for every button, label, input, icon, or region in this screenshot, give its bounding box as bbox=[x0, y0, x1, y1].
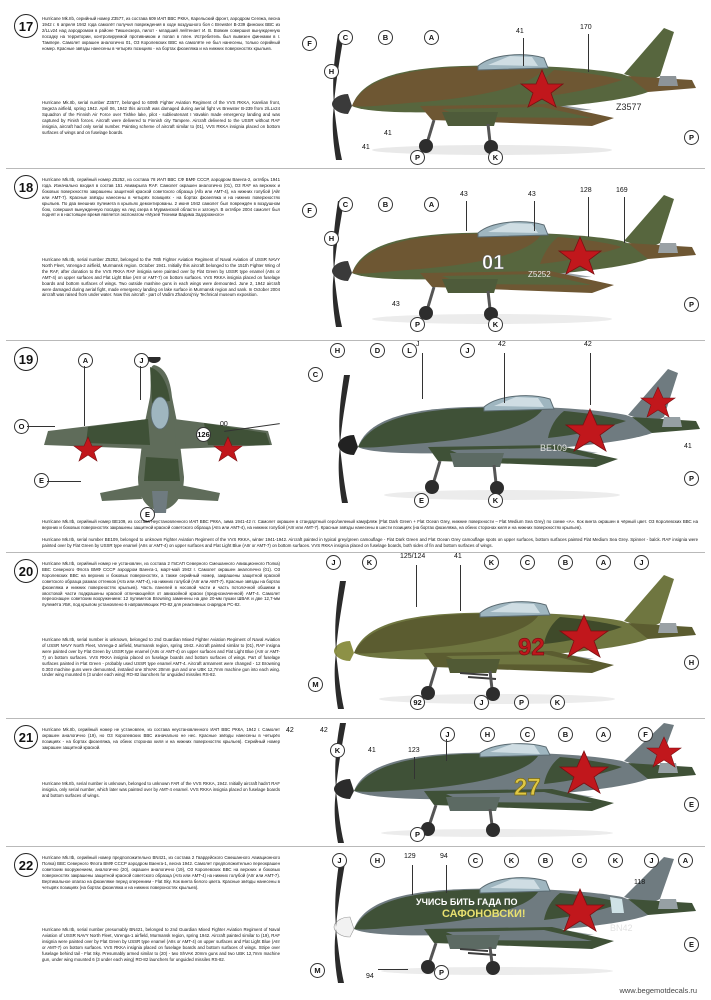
entry-text-en: Hurricane Mk.IIb, serial number Z3577, belonged to 609th Fighter Aviation Regiment of the VVS RKKA, Karelian front, Segeza airfield, spring 1942. April 06, 1942 this aircraft was damaged during aerial fight vs Brewster B-239 from 2/LLv24 Squadron of the Finnish Air Force over Tishke lake, pilot - sublieutenant I Vavakin made emergency landing and was captured by Finish forces. Aircraft were delivered to Finnish city Tampere. Aircraft delivered to the USSR without RAF insignia, aircraft had only serial number. Painting scheme of aircraft similar to (01), VVS RKKA insignia placed on bottom surfaces of wings and on fuselage boards. bbox=[42, 100, 280, 135]
label-41-b: 41 bbox=[384, 130, 392, 137]
svg-text:Z5252: Z5252 bbox=[528, 270, 551, 279]
callout-F: F bbox=[638, 727, 653, 742]
entry-text-ru: Hurricane Mk.IIb, серийный номер не установлен, из состава неустановленного ИАП ВВС РККА, 1942 г. Самолет окрашен аналогично (19), но О3 Королевских ВВС изначально не нес. Красные звёзды нанесены в четырёх позициях - на бортах фюзеляжа, на обеих сторонах киля и на нижних поверхностях крыльев). Серийный номер закрашен защитной краской. bbox=[42, 727, 280, 750]
callout-K: K bbox=[488, 493, 503, 508]
entry-number-badge: 20 bbox=[14, 559, 38, 583]
callout-J3: J bbox=[474, 695, 489, 710]
entry-number-badge: 22 bbox=[14, 853, 38, 877]
label-42-b: 42 bbox=[498, 341, 506, 348]
aircraft-profile-18 bbox=[292, 173, 707, 339]
callout-A: A bbox=[78, 353, 93, 368]
aircraft-profile-21 bbox=[286, 723, 707, 847]
label-00: 00 bbox=[220, 421, 228, 428]
callout-C2: C bbox=[572, 853, 587, 868]
callout-C: C bbox=[338, 197, 353, 212]
callout-L: 126 bbox=[196, 427, 211, 442]
label-128: 128 bbox=[580, 187, 592, 194]
entry-21 bbox=[6, 718, 705, 847]
callout-C: C bbox=[468, 853, 483, 868]
svg-text:Z3577: Z3577 bbox=[616, 102, 642, 112]
entry-number-badge: 21 bbox=[14, 725, 38, 749]
callout-C: K bbox=[484, 555, 499, 570]
entry-text-en: Hurricane Mk.IIb, serial number Z5252, belonged to the 78th Fighter Aviation Regiment of Naval Aviation of USSR NAVY North Fleet, Va'enga-2 airfield, Murmansk region. October 1941. Initially this aircraft belonged to the 151th Fighter Wing of the RAF, after donation to the VVS RKKA RAF insignia were painted over by Flat Green by USSR type enamel (AIIs or AMT-4) on upper surfaces and Flat Light Blue (AIIr or AMT-7) on bottom surfaces. VVS RKKA insignia placed on fuselage boards and bottom surfaces of wings. Two outside mashine guns in each wings were demounted. June 2, 1942 aircraft were damaged during aerial fight, made emergency landing on lake surface in Murmansk region and sank. In October 2004 aircraft was raised from under water. Now this aircraft - part of Vadim Zhadoroj'niy Technical museum exposition. bbox=[42, 257, 280, 298]
svg-text:САФОНОВСКИ!: САФОНОВСКИ! bbox=[442, 908, 526, 920]
svg-text:УЧИСЬ БИТЬ ГАДА ПО: УЧИСЬ БИТЬ ГАДА ПО bbox=[416, 897, 518, 907]
entry-text-en: Hurricane Mk.IIb, serial number is unknown, belonged to unknown FAR of the VVS RKKA, 1942. Initially aircraft hadn't RAF insignia, only serial number, which later was painted over by AMT-4 enamel. VVS RKKA insignia placed on fuselage boards and bottom surfaces of wings. bbox=[42, 781, 280, 798]
label-126: 42 bbox=[584, 341, 592, 348]
callout-J2: A bbox=[596, 555, 611, 570]
svg-text:01: 01 bbox=[482, 252, 505, 274]
callout-A: B bbox=[558, 555, 573, 570]
callout-E: H bbox=[684, 655, 699, 670]
callout-D: D bbox=[370, 343, 385, 358]
entry-number-badge: 19 bbox=[14, 347, 38, 371]
callout-M: M bbox=[308, 677, 323, 692]
callout-J: J bbox=[134, 353, 149, 368]
aircraft-profile-20 bbox=[292, 553, 707, 719]
callout-J2: J bbox=[644, 853, 659, 868]
callout-E: E bbox=[684, 937, 699, 952]
callout-H: H bbox=[330, 343, 345, 358]
callout-E-b: E bbox=[34, 473, 49, 488]
callout-C: C bbox=[308, 367, 323, 382]
entry-19 bbox=[6, 340, 705, 553]
label-94-b: 94 bbox=[366, 973, 374, 980]
label-43-c: 43 bbox=[392, 301, 400, 308]
callout-B: B bbox=[378, 197, 393, 212]
callout-M: M bbox=[310, 963, 325, 978]
callout-J2: J bbox=[460, 343, 475, 358]
callout-P: P bbox=[410, 827, 425, 842]
aircraft-profile-17 bbox=[292, 10, 707, 170]
callout-P: P bbox=[684, 471, 699, 486]
callout-C: C bbox=[338, 30, 353, 45]
callout-P-right: P bbox=[684, 130, 699, 145]
callout-A: A bbox=[424, 197, 439, 212]
callout-H: H bbox=[324, 64, 339, 79]
entry-text-ru: Hurricane Mk.IIb, серийный номер предположительно BN421, из состава 2 Гвардейского Смешанного Авиационного Полка) ВВС Северного Флота ВМФ СССР аэродром Ваенга-1, весна 1942. Самолет предположительно переокрашен советским вооружением, аналогично (20), окрашен аналогично (19), О3 Королевских ВВС на верхних и боковых поверхностях закрашены защитной краской советского образца (AIIз или AMT-4) на нижних голубой (AIIr или AMT-7). Вертикальное опалзо на фюзеляже перед оперением - Flat Sky. Кок винта белого цвета. Красные звёзды нанесены в четырёх позициях (на бортах фюзеляжа и на нижних поверхностях крыльев). bbox=[42, 855, 280, 890]
label-41-c: 41 bbox=[362, 144, 370, 151]
callout-K: K bbox=[504, 853, 519, 868]
callout-P-right: P bbox=[684, 297, 699, 312]
label-43-b: 43 bbox=[528, 191, 536, 198]
callout-B: C bbox=[520, 555, 535, 570]
callout-K: K bbox=[488, 150, 503, 165]
callout-H: J bbox=[634, 555, 649, 570]
label-94-a: 94 bbox=[440, 853, 448, 860]
entry-17 bbox=[6, 8, 705, 168]
callout-L2: L bbox=[402, 343, 417, 358]
callout-O: O bbox=[14, 419, 29, 434]
callout-H: H bbox=[324, 231, 339, 246]
label-42-a: J bbox=[416, 341, 420, 348]
label-43-a: 43 bbox=[460, 191, 468, 198]
callout-B: B bbox=[378, 30, 393, 45]
label-118: 118 bbox=[634, 879, 646, 886]
callout-B: B bbox=[538, 853, 553, 868]
callout-J: J bbox=[332, 853, 347, 868]
label-41: 41 bbox=[368, 747, 376, 754]
callout-C: C bbox=[520, 727, 535, 742]
callout-P-right: P bbox=[514, 695, 529, 710]
label-123: 123 bbox=[408, 747, 420, 754]
entry-text-ru: Hurricane Mk.IIb, серийный номер Z3577, из состава 609 ИАП ВВС РККА, Карельский фронт, аэродром Сегежа, весна 1942 г. 6 апреля 1942 года самолёт получил повреждения в ходе воздушного боя с Brewster B-239 финских ВВС из 2/LLv24 над аэродромом в районе Тикшеозера, пилот - младший лейтенант И. В. Вовкин совершил вынужденную посадку на территории, контролируемой противником и попал в плен. Истребитель был вывезен финнами в г. Тампере. Самолет окрашен аналогично 01, О3 Королевских ВВС на самолёте не был нанесены, только серийный номер. Красные звёзды нанесены в четырёх позициях - на бортах фюзеляжа и на нижних поверхностях крыльев. bbox=[42, 16, 280, 51]
callout-B: B bbox=[558, 727, 573, 742]
entry-number-badge: 17 bbox=[14, 14, 38, 38]
label-41: 41 bbox=[454, 553, 462, 560]
label-169: 169 bbox=[616, 187, 628, 194]
callout-P-left: P bbox=[410, 317, 425, 332]
callout-F: F bbox=[302, 36, 317, 51]
callout-F: F bbox=[302, 203, 317, 218]
label-129: 129 bbox=[404, 853, 416, 860]
label-41: 41 bbox=[684, 443, 692, 450]
label-170: 170 bbox=[580, 24, 592, 31]
entry-number-badge: 18 bbox=[14, 175, 38, 199]
callout-A: A bbox=[678, 853, 693, 868]
aircraft-profile-22 bbox=[292, 851, 707, 987]
svg-text:92: 92 bbox=[518, 634, 545, 661]
entry-text-ru: Hurricane Mk.IIb, серийный номер не установлен, из состава 2 ГвСАП Северного Смешанного Авиационного Полка) ВВС Северного Флота ВМФ СССР аэродром Ваенга-1, март-май 1942 г. Самолет окрашен аналогично (01). О3 Королевских ВВС на верхних и боковых поверхностях, а также серийный номер, закрашены защитной краской советского образца размах оттенков (AIIз или AMT-4), на нижних голубой (AIIr или AMT-7). Красные звёзды на бортах фюзеляжа и нижних поверхностях крыльев). Часть панелей в носовой части и часть потолочной обшивки в хвостовой части подкрашены краской отличающейся от авиазойной краски (преднозначенной) AMT-4. Самолет переоснащен советским вооружением: 12 пулеметов Browning заменены на две 20-мм пушки ШВАК и две 12,7-мм пулемёта УБК, под крылом установлено 6 направляющих РО-82 для реактивных снарядов РС-82. bbox=[42, 561, 280, 608]
svg-text:BE109: BE109 bbox=[540, 443, 568, 453]
entry-text-en: Hurricane Mk.IIb, serial number BE109, belonged to unknown Fighter Aviation Regiment of the VVS RKKA, winter 1941-1942. Aircraft painted in typical grey/green camouflage - Flat Dark Green and Flat Ocean Grey camouflage spots on upper surfaces, bottom surfaces painted Flat Medium Sea Grey. Spinner - balck. RAF insignia were painted over by Flat Green by USSR type enamel (AIIs or AMT-4) on upper surfaces and Flat Light Blue (AIIr or AMT-7) on bottom surfaces. VVS RKKA insignia placed on fuselage boards, both sides of fin and bottom surfaces of wings. bbox=[42, 537, 698, 548]
callout-P-left: P bbox=[410, 150, 425, 165]
callout-A: A bbox=[424, 30, 439, 45]
callout-P: P bbox=[434, 965, 449, 980]
callout-K: K bbox=[362, 555, 377, 570]
svg-text:BN42: BN42 bbox=[610, 923, 633, 933]
entry-22 bbox=[6, 846, 705, 999]
callout-E-a: E bbox=[140, 507, 155, 522]
svg-text:27: 27 bbox=[514, 774, 541, 801]
callout-J: J bbox=[326, 555, 341, 570]
entry-18 bbox=[6, 168, 705, 341]
entry-text-en: Hurricane Mk.IIb, serial number is unknown, belonged to 2nd Guardian Mixed Fighter Aviation Regiment of Naval Aviation of USSR NAVY North Fleet, Va'enga-2 airfield, Murmansk region, spring 1942. Aircraft painted similar to (01), RAF insigna were painted over by Flat Green by USSR type enamel (AIIs or AMT-4) on upper surfaces and Flat Light Blue (AIIr or AMT-7) on bottom surfaces. VVS RKKA insignia placed on fuselage boards and bottom surfaces of wings. Part of fuselage surfaces painted in Flat Green - probably used USSR type enamel AMT-4. Aircraft armament were changed - 12 Browning 0.303 machine guns were demounted, instalied one ShVAK 20mm gun and one UBK 12,7mm machine gun into each wing. Under wing mounted 6 (3 under each wing) RO-82 launchers for unguided missiles RS-82. bbox=[42, 637, 280, 678]
entry-text-ru: Hurricane Mk.IIb, серийный номер BE109, из состава неустановленного ИАП ВВС РККА, зима 1941-42 гг. Самолет окрашен в стандартный серо/зеленый камуфляж (Flat Dark Green + Flat Ocean Grey, нижние поверхности – Flat Medium Sea Grey) по схеме «A». Кок винта окрашен в чёрный цвет. О3 Королевских ВВС на верхних и боковых поверхностях закрашены защитной краской советского образца (AIIз или AMT-4), на нижних голубой (AIIr или AMT-7). Красные звёзды нанесены в шести позициях (на бортах фюзеляжа, на обеих сторонах киля и на нижних поверхностях крыльев). bbox=[42, 519, 698, 530]
callout-A: A bbox=[596, 727, 611, 742]
callout-K: K bbox=[488, 317, 503, 332]
entry-20 bbox=[6, 552, 705, 719]
entry-text-ru: Hurricane Mk.IIb, серийный номер Z5252, из состава 78 ИАП ВВС СФ ВМФ СССР, аэродром Ваенга-2, октябрь 1941 года. Изначально входил в состав 151 Авиакрыла RAF. Самолет окрашен аналогично (01), О3 RAF на верхних и боковых поверхностях закрашены защитной краской советского образца (Аllз или AMT-4), на нижних голубой (Айr или AMT-7). Красные звёзды нанесены в четырёх позициях - на бортах фюзеляжа и на нижних поверхностях крыльев. По два внешних пулемета в крыльях демонтированы. 2 июня 1942 самолет был повреждён в воздушном бою, совершил вынужденную посадку на лед озера в Мурманской области и затонул. В октябре 2004 самолет был поднят и в настоящее время является экспонатом «Музей Техники Вадима Задорожного» bbox=[42, 177, 280, 218]
label-125-124: 125/124 bbox=[400, 553, 426, 560]
callout-H: H bbox=[480, 727, 495, 742]
footer-url: www.begemotdecals.ru bbox=[619, 986, 697, 995]
label-41-a: 41 bbox=[516, 28, 524, 35]
callout-K2: K bbox=[550, 695, 565, 710]
entry-text-en: Hurricane Mk.IIb, serial number presumably BN421, belonged to 2nd Guardian Mixed Fighter Aviation Regiment of Naval Aviation of USSR NAVY North Fleet, Va'enga-1 airfield, Murmansk region, spring 1942. Aircraft painted similar to (19), RAF insignia were painted over by Flat Green by USSR type enamel (AIIs or AMT-4) on upper surfaces and Flat Light Blue (AIIr or AMT-7) on bottom surfaces. VVS RKKA insignia placed on fuselage boards and bottom surfaces of wings. Stripe over fuselage behind tail - Flat Sky. Presumably armed similar to (20) - two ShVAK 20mm guns and two UBK 12,7mm machine gun, under wing mounted 6 (3 under each wing) RO-82 launchers for unguided missiles RS-82. bbox=[42, 927, 280, 962]
label-42-a: 42 bbox=[286, 727, 294, 734]
callout-K2: K bbox=[608, 853, 623, 868]
callout-E-c: E bbox=[414, 493, 429, 508]
callout-H: H bbox=[370, 853, 385, 868]
callout-P-left: 92 bbox=[410, 695, 425, 710]
callout-E: E bbox=[684, 797, 699, 812]
aircraft-profile-19 bbox=[220, 341, 707, 517]
callout-J: J bbox=[440, 727, 455, 742]
label-42-b: 42 bbox=[320, 727, 328, 734]
callout-K: K bbox=[330, 743, 345, 758]
